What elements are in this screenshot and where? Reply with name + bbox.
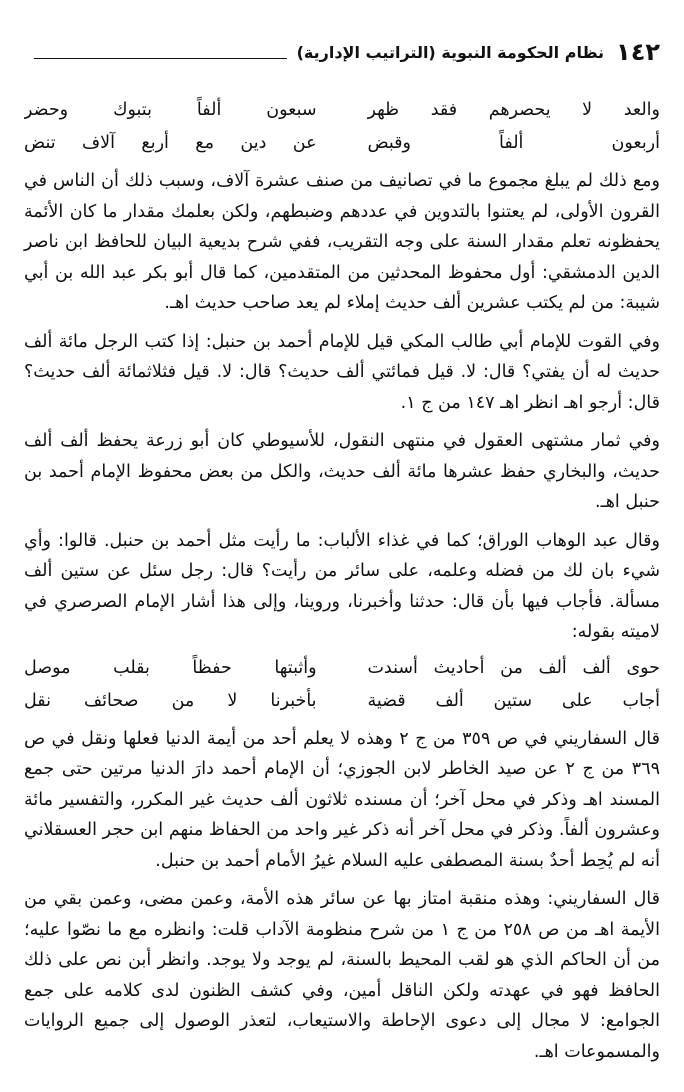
body-text [24, 94, 660, 1067]
paragraph: قال السفاريني في ص ٣٥٩ من ج ٢ وهذه لا يعلم أحد من أيمة الدنيا فعلها ونقل في ص ٣٦٩ من ج ٢ عن صيد الخاطر لابن الجوزي؛ أن الإمام أحمد دارَ الدنيا مرتين حتى جمع المسند اهـ وذكر في محل آخر؛ أن مسنده ثلاثون ألف حديث غير المكرر، والتفسير مائة وعشرون ألفاً. وذكر في محل آخر أنه ذكر غير واحد من الحفاظ منهم ابن حجر العسقلاني أنه لم يُحِط أحدٌ بسنة المصطفى عليه السلام غيرُ الأمام أحمد بن حنبل. [24, 728, 660, 871]
verse-second-hemistich: وأثبتها حفظاً بقلب موصل [24, 657, 317, 678]
poem-block [24, 94, 660, 160]
paragraph: وقال عبد الوهاب الوراق؛ كما في غذاء الألباب: ما رأيت مثل أحمد بن حنبل. قالوا: وأي شيء بان لك من فضله وعلمه، على سائر من رأيت؟ قال: رجل سئل عن ستين ألف مسألة. فأجاب فيها بأن قال: حدثنا وأخبرنا، وروينا، وإلى هذا أشار الإمام الصرصري في لاميته بقوله: [24, 530, 660, 642]
page-number: ١٤٢ [616, 38, 660, 66]
poem-block [24, 652, 660, 718]
poem-verse [24, 127, 660, 160]
verse-second-hemistich: سبعون ألفاً بتبوك وحضر [24, 100, 317, 120]
verse-first-hemistich: والعد لا يحصرهم فقد ظهر [367, 100, 660, 120]
paragraph: وفي القوت للإمام أبي طالب المكي قيل للإمام أحمد بن حنبل: إذا كتب الرجل مائة ألف حديث له أن يفتي؟ قال: لا. قيل فمائتي ألف حديث؟ قال: لا. قيل فثلاثمائة ألف حديث؟ قال: أرجو اهـ انظر اهـ ١٤٧ من ج ١. [24, 331, 660, 413]
paragraph: ومع ذلك لم يبلغ مجموع ما في تصانيف من صنف عشرة آلاف، وسبب ذلك أن الناس في القرون الأولى، لم يعتنوا بالتدوين في عددهم وضبطهم، ولكن بعلمك مقدار ما كان الأئمة يحفظونه تعلم مقدار السنة على وجه التقريب، ففي شرح بديعية البيان للحافظ ابن ناصر الدين الدمشقي: أول محفوظ المحدثين من المتقدمين، كما قال أبو بكر عبد الله بن أبي شيبة: من لم يكتب عشرين ألف حديث إملاء لم يعد صاحب حديث اهـ. [24, 171, 660, 313]
verse-second-hemistich: بأخبرنا لا من صحائف نقل [24, 690, 317, 711]
poem-verse [24, 94, 660, 127]
poem-verse [24, 652, 660, 685]
paragraph: قال السفاريني: وهذه منقبة امتاز بها عن سائر هذه الأمة، وعمن مضى، وعمن بقي من الأيمة اهـ من ص ٢٥٨ من ج ١ من شرح منظومة الآداب قلت: وانظره مع ما نصّوا عليه؛ من أن الحاكم الذي هو لقب المحيط بالسنة، لم يوجد ولا يوجد. وانظر أبن نص على ذلك الحافظ فهو في عهدته ولكن الناقل أمين، وفي كشف الظنون لدى كلامه على جمع الجوامع: لا مجال إلى دعوى الإحاطة والاستيعاب، لتعذر الوصول إلى جميع الروايات والمسموعات اهـ. [24, 889, 660, 1062]
paragraph: وفي ثمار مشتهى العقول في منتهى النقول، للأسيوطي كان أبو زرعة يحفظ ألف ألف حديث، والبخاري حفظ عشرها مائة ألف حديث، والكل من بعض محفوظ الإمام أحمد بن حنبل اهـ. [24, 431, 660, 512]
running-title: نظام الحكومة النبوية (التراتيب الإدارية) [296, 42, 605, 62]
page-header [24, 30, 660, 74]
header-rule [34, 58, 287, 59]
verse-first-hemistich: حوى ألف ألف من أحاديث أسندت [367, 657, 660, 678]
verse-first-hemistich: أربعون ألفاً وقبض [367, 133, 660, 153]
verse-second-hemistich: عن دين مع أربع آلاف تنض [24, 133, 317, 153]
poem-verse [24, 685, 660, 718]
verse-first-hemistich: أجاب على ستين ألف قضية [367, 690, 660, 711]
